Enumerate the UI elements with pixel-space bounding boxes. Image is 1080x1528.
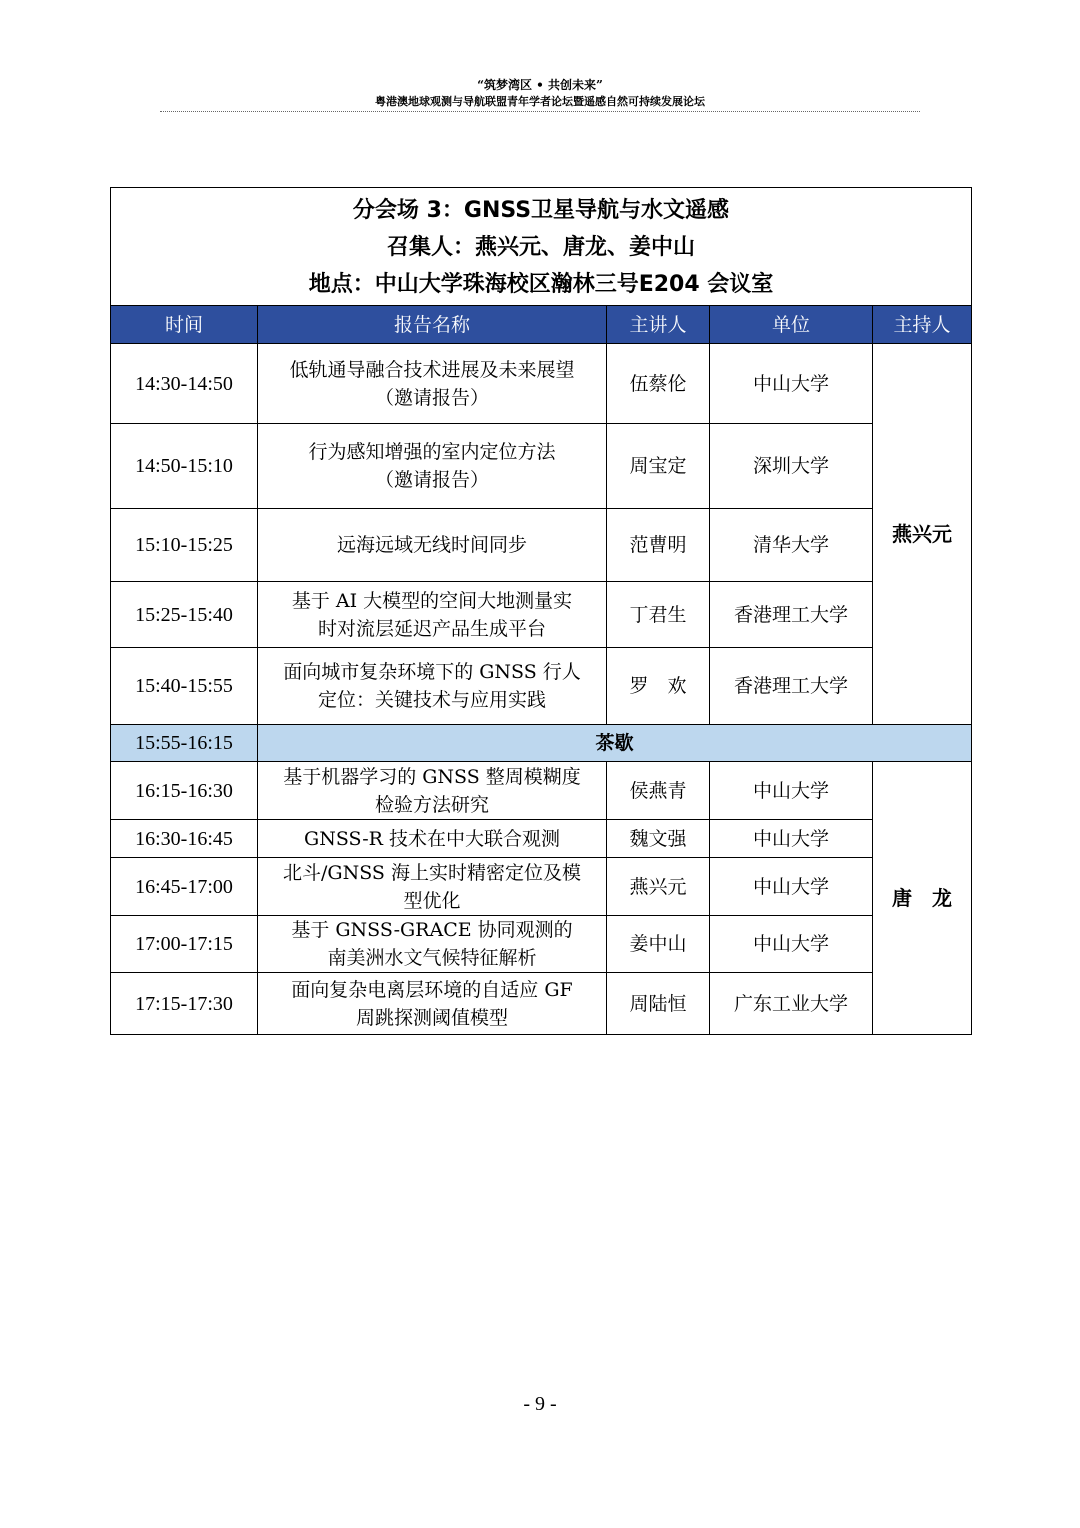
session-location: 地点：中山大学珠海校区瀚林三号E204 会议室 — [308, 272, 774, 297]
host-cell: 唐 龙 — [873, 762, 972, 1035]
talk-title-line: 北斗/GNSS 海上实时精密定位及模 — [283, 861, 581, 884]
session-title: 分会场 3：GNSS卫星导航与水文遥感 — [352, 198, 730, 223]
time-cell: 16:15-16:30 — [111, 762, 258, 820]
title-row — [111, 188, 972, 306]
talk-title-cell — [258, 916, 607, 973]
column-header-host: 主持人 — [873, 306, 972, 344]
speaker-cell: 周陆恒 — [607, 973, 710, 1035]
table-row — [111, 858, 972, 916]
talk-title-line: 周跳探测阈值模型 — [355, 1006, 508, 1029]
talk-title-cell: 远海远域无线时间同步 — [258, 509, 607, 582]
talk-title-cell — [258, 973, 607, 1035]
unit-cell: 清华大学 — [710, 509, 873, 582]
unit-cell: 香港理工大学 — [710, 648, 873, 725]
talk-title-line: （邀请报告） — [374, 386, 489, 409]
talk-title-cell — [258, 582, 607, 648]
header-divider — [160, 111, 920, 112]
column-header-title: 报告名称 — [258, 306, 607, 344]
time-cell: 14:50-15:10 — [111, 424, 258, 509]
break-label: 茶歇 — [258, 725, 972, 762]
talk-title-line: 基于 AI 大模型的空间大地测量实 — [291, 589, 573, 612]
table-row — [111, 424, 972, 509]
talk-title-cell — [258, 648, 607, 725]
column-header-time: 时间 — [111, 306, 258, 344]
talk-title-cell — [258, 858, 607, 916]
talk-title-line: 面向城市复杂环境下的 GNSS 行人 — [283, 661, 581, 683]
table-row — [111, 916, 972, 973]
header-slogan: “筑梦湾区 • 共创未来” — [477, 78, 603, 92]
column-header-unit: 单位 — [710, 306, 873, 344]
unit-cell: 中山大学 — [710, 344, 873, 424]
speaker-cell: 范曹明 — [607, 509, 710, 582]
time-cell: 17:15-17:30 — [111, 973, 258, 1035]
time-cell: 14:30-14:50 — [111, 344, 258, 424]
talk-title-line: 南美洲水文气候特征解析 — [327, 947, 537, 969]
table-row — [111, 762, 972, 820]
talk-title-line: 时对流层延迟产品生成平台 — [317, 617, 546, 640]
talk-title-line: 基于 GNSS-GRACE 协同观测的 — [291, 919, 573, 941]
talk-title-cell — [258, 344, 607, 424]
table-row — [111, 820, 972, 858]
host-cell: 燕兴元 — [873, 344, 972, 725]
talk-title-line: 基于机器学习的 GNSS 整周模糊度 — [283, 765, 581, 788]
talk-title-cell — [258, 762, 607, 820]
time-cell: 17:00-17:15 — [111, 916, 258, 973]
talk-title-line: 面向复杂电离层环境的自适应 GF — [291, 978, 573, 1001]
table-row — [111, 344, 972, 424]
talk-title-line: 定位：关键技术与应用实践 — [317, 689, 546, 711]
session-conveners: 召集人：燕兴元、唐龙、姜中山 — [386, 235, 695, 260]
talk-title-line: （邀请报告） — [374, 469, 489, 491]
table-row — [111, 648, 972, 725]
time-cell: 16:30-16:45 — [111, 820, 258, 858]
unit-cell: 中山大学 — [710, 916, 873, 973]
speaker-cell: 罗 欢 — [607, 648, 710, 725]
header-forum-name: 粤港澳地球观测与导航联盟青年学者论坛暨遥感自然可持续发展论坛 — [375, 95, 705, 108]
talk-title-line: 型优化 — [403, 889, 461, 912]
speaker-cell: 侯燕青 — [607, 762, 710, 820]
time-cell: 15:25-15:40 — [111, 582, 258, 648]
speaker-cell: 伍蔡伦 — [607, 344, 710, 424]
talk-title-line: 行为感知增强的室内定位方法 — [308, 441, 556, 463]
table-row — [111, 509, 972, 582]
speaker-cell: 魏文强 — [607, 820, 710, 858]
break-row — [111, 725, 972, 762]
talk-title-cell — [258, 424, 607, 509]
unit-cell: 中山大学 — [710, 858, 873, 916]
time-cell: 15:40-15:55 — [111, 648, 258, 725]
speaker-cell: 丁君生 — [607, 582, 710, 648]
unit-cell: 香港理工大学 — [710, 582, 873, 648]
unit-cell: 中山大学 — [710, 762, 873, 820]
column-header-row — [111, 306, 972, 344]
talk-title-line: 检验方法研究 — [374, 793, 489, 816]
table-row — [111, 973, 972, 1035]
table-row — [111, 582, 972, 648]
speaker-cell: 燕兴元 — [607, 858, 710, 916]
session-header — [111, 188, 972, 306]
schedule-table — [110, 187, 972, 1035]
unit-cell: 深圳大学 — [710, 424, 873, 509]
speaker-cell: 姜中山 — [607, 916, 710, 973]
time-cell: 16:45-17:00 — [111, 858, 258, 916]
time-cell: 15:10-15:25 — [111, 509, 258, 582]
break-time-cell: 15:55-16:15 — [111, 725, 258, 762]
column-header-speaker: 主讲人 — [607, 306, 710, 344]
talk-title-cell: GNSS-R 技术在中大联合观测 — [258, 820, 607, 858]
unit-cell: 中山大学 — [710, 820, 873, 858]
unit-cell: 广东工业大学 — [710, 973, 873, 1035]
talk-title-line: 低轨通导融合技术进展及未来展望 — [289, 358, 575, 381]
page-number: - 9 - — [523, 1393, 557, 1415]
speaker-cell: 周宝定 — [607, 424, 710, 509]
